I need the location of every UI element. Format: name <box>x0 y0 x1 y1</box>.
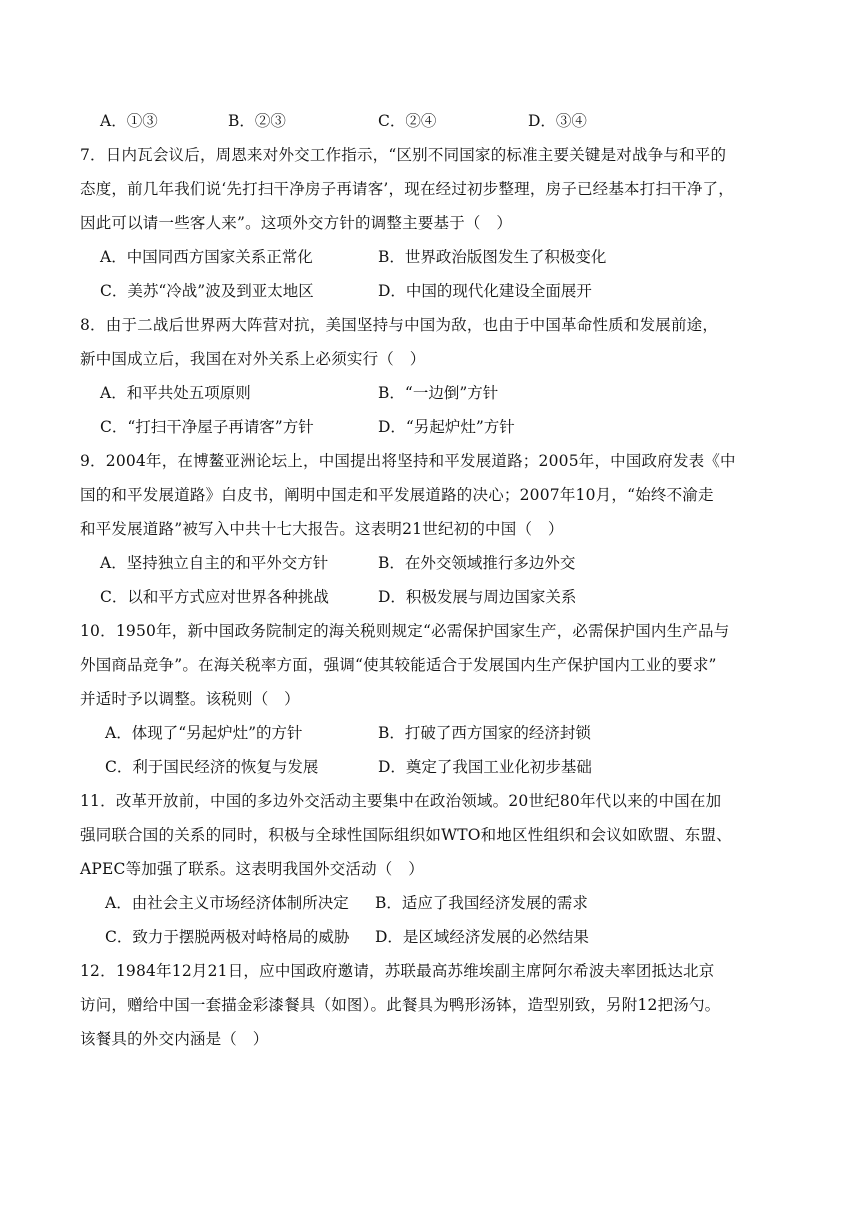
q10-option-d[interactable]: D．奠定了我国工业化初步基础 <box>378 758 592 776</box>
q10-option-a[interactable]: A．体现了“另起炉灶”的方针 <box>105 724 303 742</box>
q11-options-row-2 <box>105 920 800 954</box>
q6-option-b[interactable]: B．②③ <box>228 112 286 130</box>
q9-options-row-2 <box>100 580 800 614</box>
q9-stem-line-3: 和平发展道路”被写入中共十七大报告。这表明21世纪初的中国（ ） <box>80 520 564 538</box>
q9-stem-line-2: 国的和平发展道路》白皮书，阐明中国走和平发展道路的决心；2007年10月，“始终不渝走 <box>80 486 714 504</box>
q8-stem-line-1: 8．由于二战后世界两大阵营对抗，美国坚持与中国为敌，也由于中国革命性质和发展前途， <box>80 316 719 334</box>
q12-stem-line-1: 12．1984年12月21日，应中国政府邀请，苏联最高苏维埃副主席阿尔希波夫率团抵达北京 <box>80 962 715 980</box>
q7-option-b[interactable]: B．世界政治版图发生了积极变化 <box>378 248 607 266</box>
q8-option-c[interactable]: C．“打扫干净屋子再请客”方针 <box>100 418 314 436</box>
q7-option-d[interactable]: D．中国的现代化建设全面展开 <box>378 282 592 300</box>
q7-stem-line-1: 7．日内瓦会议后，周恩来对外交工作指示，“区别不同国家的标准主要关键是对战争与和平的 <box>80 146 727 164</box>
q7-option-c[interactable]: C．美苏“冷战”波及到亚太地区 <box>100 282 314 300</box>
q11-stem-line-2: 强同联合国的关系的同时，积极与全球性国际组织如WTO和地区性组织和会议如欧盟、东盟、 <box>80 826 732 844</box>
q7-option-a[interactable]: A．中国同西方国家关系正常化 <box>100 248 313 266</box>
q6-option-a[interactable]: A．①③ <box>100 112 158 130</box>
q7-options-row-2 <box>100 274 800 308</box>
q9-options-row-1 <box>100 546 800 580</box>
q10-stem-line-2: 外国商品竞争”。在海关税率方面，强调“使其较能适合于发展国内生产保护国内工业的要求” <box>80 656 717 674</box>
q11-option-c[interactable]: C．致力于摆脱两极对峙格局的威胁 <box>105 928 350 946</box>
q6-option-c[interactable]: C．②④ <box>378 112 437 130</box>
q10-option-b[interactable]: B．打破了西方国家的经济封锁 <box>378 724 591 742</box>
q9-option-b[interactable]: B．在外交领域推行多边外交 <box>378 554 576 572</box>
q11-option-a[interactable]: A．由社会主义市场经济体制所决定 <box>105 894 349 912</box>
q8-option-a[interactable]: A．和平共处五项原则 <box>100 384 251 402</box>
q12-stem-line-2: 访问，赠给中国一套描金彩漆餐具（如图）。此餐具为鸭形汤钵，造型别致，另附12把汤勺。 <box>80 996 721 1014</box>
q9-option-c[interactable]: C．以和平方式应对世界各种挑战 <box>100 588 329 606</box>
q10-options-row-1 <box>105 716 800 750</box>
q11-options-row-1 <box>105 886 800 920</box>
q11-stem-line-1: 11．改革开放前，中国的多边外交活动主要集中在政治领域。20世纪80年代以来的中国在加 <box>80 792 722 810</box>
q10-option-c[interactable]: C．利于国民经济的恢复与发展 <box>105 758 319 776</box>
q7-stem-line-2: 态度，前几年我们说‘先打扫干净房子再请客’，现在经过初步整理，房子已经基本打扫干净了， <box>80 180 734 198</box>
q8-stem-line-2: 新中国成立后，我国在对外关系上必须实行（ ） <box>80 350 426 368</box>
q9-stem-line-1: 9．2004年，在博鳌亚洲论坛上，中国提出将坚持和平发展道路；2005年，中国政府发表《中 <box>80 452 736 470</box>
q8-options-row-2 <box>100 410 800 444</box>
q10-stem-line-1: 10．1950年，新中国政务院制定的海关税则规定“必需保护国家生产，必需保护国内生产品与 <box>80 622 730 640</box>
q9-option-a[interactable]: A．坚持独立自主的和平外交方针 <box>100 554 329 572</box>
q12-stem-line-3: 该餐具的外交内涵是（ ） <box>80 1030 269 1048</box>
q6-options <box>100 104 800 138</box>
q9-option-d[interactable]: D．积极发展与周边国家关系 <box>378 588 577 606</box>
q11-option-d[interactable]: D．是区域经济发展的必然结果 <box>375 928 589 946</box>
q8-option-d[interactable]: D．“另起炉灶”方针 <box>378 418 515 436</box>
q7-options-row-1 <box>100 240 800 274</box>
q8-options-row-1 <box>100 376 800 410</box>
q10-stem-line-3: 并适时予以调整。该税则（ ） <box>80 690 300 708</box>
q11-option-b[interactable]: B．适应了我国经济发展的需求 <box>375 894 588 912</box>
q7-stem-line-3: 因此可以请一些客人来”。这项外交方针的调整主要基于（ ） <box>80 214 513 232</box>
q10-options-row-2 <box>105 750 800 784</box>
q6-option-d[interactable]: D．③④ <box>528 112 587 130</box>
q11-stem-line-3: APEC等加强了联系。这表明我国外交活动（ ） <box>80 860 424 878</box>
q8-option-b[interactable]: B．“一边倒”方针 <box>378 384 499 402</box>
